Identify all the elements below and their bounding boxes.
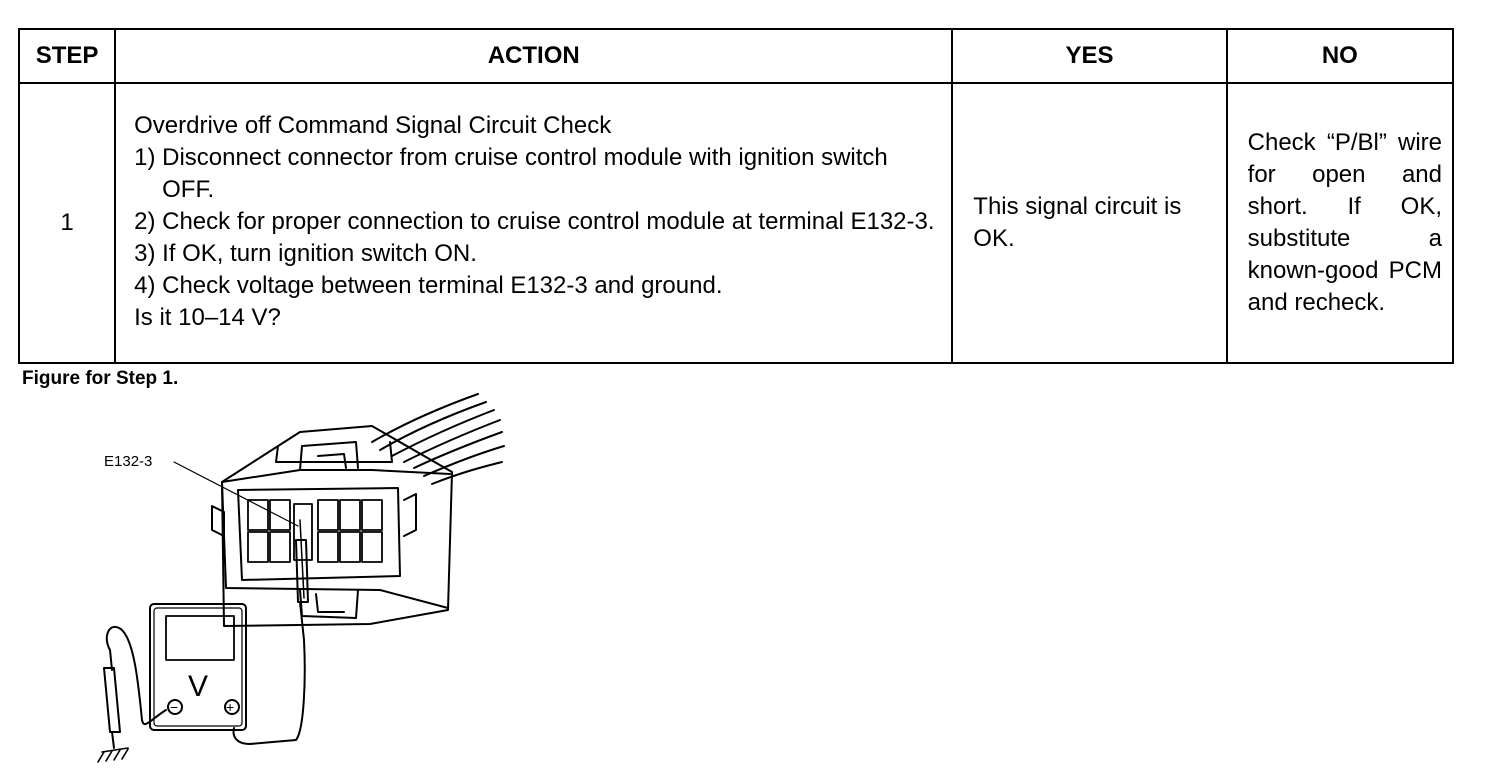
header-no: NO	[1227, 29, 1453, 83]
action-steps-list	[134, 142, 941, 302]
voltmeter-negative-terminal: −	[170, 699, 179, 715]
header-action: ACTION	[115, 29, 952, 83]
terminal-cavities	[248, 500, 382, 562]
voltmeter-positive-terminal: +	[226, 699, 235, 715]
figure-caption: Figure for Step 1.	[22, 368, 179, 389]
action-step	[134, 238, 941, 270]
connector-voltmeter-illustration	[0, 380, 560, 780]
action-step-text: Disconnect connector from cruise control module with ignition switch OFF.	[162, 144, 888, 203]
table-header-row	[19, 29, 1453, 83]
terminal-callout-label: E132-3	[104, 453, 153, 470]
action-step-text: Check for proper connection to cruise control module at terminal E132-3.	[162, 208, 935, 235]
procedure-table	[18, 28, 1454, 364]
table-row	[19, 83, 1453, 363]
action-step	[134, 270, 941, 302]
action-step-text: Check voltage between terminal E132-3 and ground.	[162, 272, 723, 299]
action-step-number: 1)	[134, 144, 156, 171]
action-step	[134, 206, 941, 238]
action-question: Is it 10–14 V?	[134, 304, 281, 331]
action-step-number: 4)	[134, 272, 156, 299]
action-step-number: 2)	[134, 208, 156, 235]
action-step-text: If OK, turn ignition switch ON.	[162, 240, 477, 267]
back-probe	[296, 520, 308, 640]
ground-symbol	[98, 748, 128, 762]
header-yes: YES	[952, 29, 1226, 83]
action-title: Overdrive off Command Signal Circuit Check	[134, 112, 612, 139]
header-step: STEP	[19, 29, 115, 83]
voltmeter-unit-label: V	[188, 670, 209, 703]
action-step	[134, 142, 941, 206]
action-cell	[115, 83, 952, 363]
yes-result: This signal circuit is OK.	[952, 83, 1226, 363]
action-step-number: 3)	[134, 240, 156, 267]
step-number: 1	[19, 83, 115, 363]
no-result: Check “P/Bl” wire for open and short. If OK, substitute a known-good PCM and recheck.	[1227, 83, 1453, 363]
